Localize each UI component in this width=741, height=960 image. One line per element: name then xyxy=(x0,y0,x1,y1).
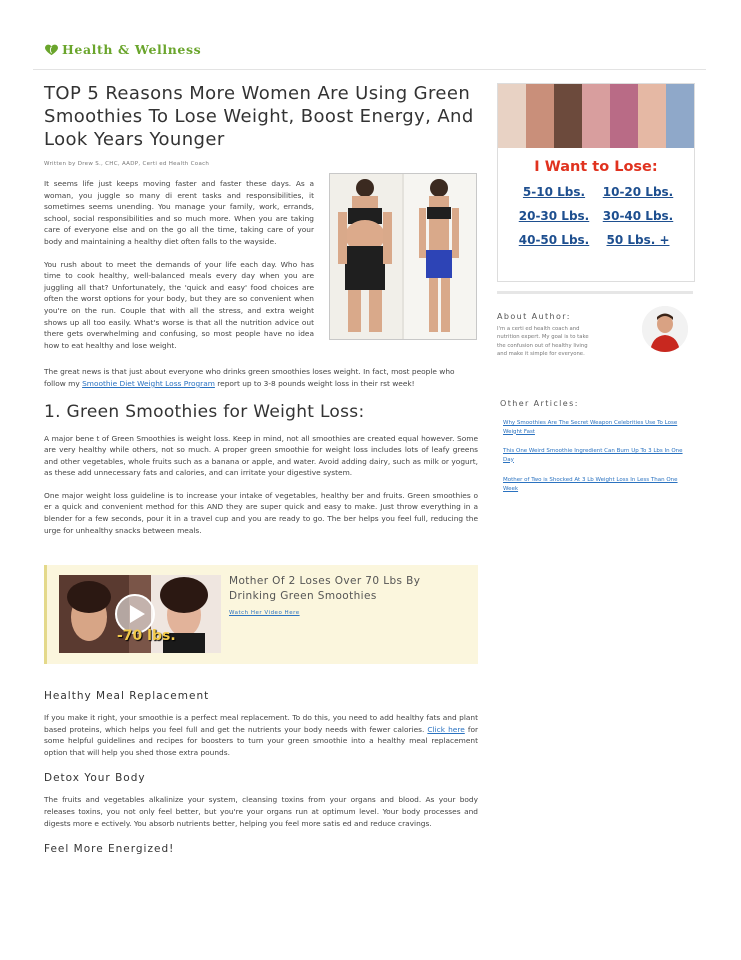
lose-5-10-option[interactable]: 5-10 Lbs. xyxy=(522,185,586,199)
ad-photo-strip xyxy=(498,84,694,148)
intro-section xyxy=(44,178,478,351)
author-avatar-art xyxy=(642,306,688,352)
weight-loss-ad[interactable] xyxy=(497,83,695,282)
good-news-text-start: The great news is that just about everyone who drinks green smoothies loses weight. In fact, most people who follow my xyxy=(44,367,455,388)
section-1-paragraph-1: A major bene t of Green Smoothies is weight loss. Keep in mind, not all smoothies are created equal however. Some are very healthy while others, not so much. A proper green smoothie for weight loss includes lots of leafy greens and other vegetables, whole fruits such as a banana or apple, and water. Avoid adding dairy, such as milk or yogurt, as these add unnecessary fats and calories, and can irritate your digestive system. xyxy=(44,433,478,478)
weight-loss-overlay: -70 lbs. xyxy=(117,628,176,644)
article-title: TOP 5 Reasons More Women Are Using Green Smoothies To Lose Weight, Boost Energy, And Look Years Younger xyxy=(44,83,474,150)
lower-sections xyxy=(44,690,478,855)
intro-paragraph-1: It seems life just keeps moving faster and faster these days. As a woman, you juggle so many di erent tasks and responsibilities, it sometimes seems unending. You manage your family, work, errands, school, social responsibilities and so much more. When you are taking care of everyone else and on the go all the time, taking care of your body and maintaining a healthy diet often falls to the wayside. xyxy=(44,179,314,246)
author-bio: I'm a certi ed health coach and nutrition expert. My goal is to take the confusion out of healthy living and make it simple for everyone. xyxy=(497,326,589,357)
sidebar xyxy=(497,83,693,282)
good-news-paragraph xyxy=(44,366,478,389)
author-avatar xyxy=(642,306,688,352)
other-article-link-3[interactable]: Mother of Two is Shocked At 3 Lb Weight Loss In Less Than One Week xyxy=(503,477,678,492)
article-byline: Written by Drew S., CHC, AADP, Certi ed Health Coach xyxy=(44,161,210,167)
lose-30-40-option[interactable]: 30-40 Lbs. xyxy=(602,209,674,223)
click-here-link[interactable]: Click here xyxy=(427,724,465,734)
lose-40-50-option[interactable]: 40-50 Lbs. xyxy=(518,233,590,247)
energy-heading: Feel More Energized! xyxy=(44,843,175,856)
other-article-link-1[interactable]: Why Smoothies Are The Secret Weapon Celebrities Use To Lose Weight Fast xyxy=(503,420,678,435)
article-main xyxy=(44,82,478,536)
ad-options-grid xyxy=(498,185,694,247)
meal-replacement-heading: Healthy Meal Replacement xyxy=(44,690,210,702)
heart-leaf-icon xyxy=(44,43,59,56)
ad-headline: I Want to Lose: xyxy=(534,159,658,175)
logo-text: Health & Wellness xyxy=(62,42,202,57)
before-after-photo xyxy=(329,173,477,340)
section-1-heading: 1. Green Smoothies for Weight Loss: xyxy=(44,401,365,422)
meal-replacement-paragraph xyxy=(44,712,478,758)
video-thumbnail[interactable] xyxy=(59,575,221,653)
smoothie-diet-program-link[interactable]: Smoothie Diet Weight Loss Program xyxy=(82,378,215,388)
lose-20-30-option[interactable]: 20-30 Lbs. xyxy=(518,209,590,223)
intro-paragraph-2: You rush about to meet the demands of your life each day. Who has time to cook healthy, well-balanced meals every day when you are juggling all that? Unfortunately, the 'quick and easy' food choices are often the worst options for your body, but they are so convenient when you're on the run. Couple that with all the stress, and extra weight shows up all too easily. What's worse is that all the nutrition advice out there gets overwhelming and confusing, so most people have no idea how to eat healthy and lose weight. xyxy=(44,259,314,350)
other-articles-heading: Other Articles: xyxy=(500,399,579,408)
detox-heading: Detox Your Body xyxy=(44,772,146,785)
section-1-paragraph-2: One major weight loss guideline is to increase your intake of vegetables, healthy ber and fruits. Green smoothies o er a quick and convenient method for this AND they are super quick and easy to make. Just throw everything in a blender for a few seconds, pour it in a travel cup and you are ready to go. The ber helps you feel full, reducing the urge for unhealthy snacks between meals. xyxy=(44,490,478,535)
video-callout xyxy=(44,565,478,664)
lose-10-20-option[interactable]: 10-20 Lbs. xyxy=(602,185,674,199)
site-logo[interactable] xyxy=(44,42,201,57)
good-news-text-end: report up to 3-8 pounds weight loss in their rst week! xyxy=(214,378,415,388)
sidebar-divider xyxy=(497,291,693,294)
detox-paragraph: The fruits and vegetables alkalinize your system, cleansing toxins from your organs and blood. As your body releases toxins, you not only feel better, but you're your organs run at optimum level. Your body processes and digests more e ectively. You absorb nutrients better, helping you feel more satis ed and reduce cravings. xyxy=(44,795,478,828)
video-title: Mother Of 2 Loses Over 70 Lbs By Drinking Green Smoothies xyxy=(229,575,421,602)
before-after-illustration xyxy=(330,174,476,339)
other-article-link-2[interactable]: This One Weird Smoothie Ingredient Can Burn Up To 3 Lbs In One Day xyxy=(503,448,683,463)
about-author-heading: About Author: xyxy=(497,312,571,321)
lose-50-plus-option[interactable]: 50 Lbs. + xyxy=(606,233,670,247)
watch-video-link[interactable]: Watch Her Video Here xyxy=(229,610,300,616)
meal-text-end: for some helpful guidelines and recipes for boosters to turn your green smoothie into a healthy meal replacement option that will help you shed those extra pounds. xyxy=(44,724,479,757)
header-divider xyxy=(33,69,706,70)
meal-text-start: If you make it right, your smoothie is a perfect meal replacement. To do this, you need to add healthy fats and plant based proteins, which helps you feel full and get the nutrients your body needs with fewer calories. xyxy=(44,713,478,734)
